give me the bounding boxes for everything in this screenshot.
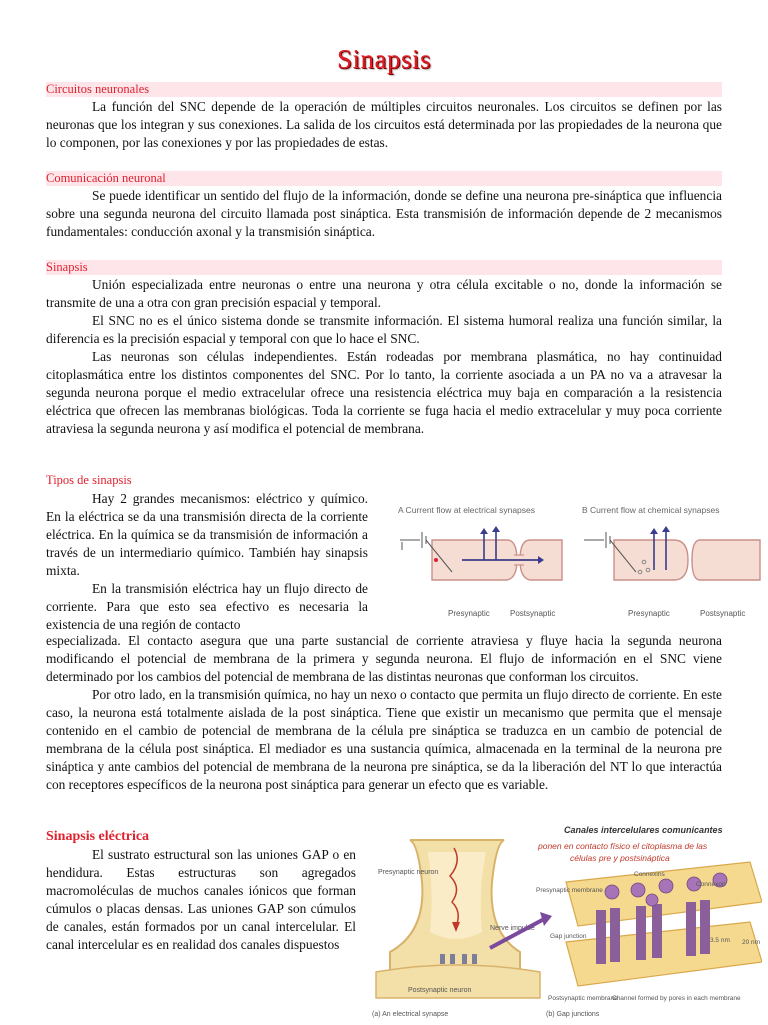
figure-label-b: B Current flow at chemical synapses	[582, 505, 720, 515]
fig2-subtitle-1: ponen en contacto físico el citoplasma de las	[538, 841, 708, 851]
label-connexon: Connexon	[696, 881, 726, 888]
heading-comunicacion: Comunicación neuronal	[46, 171, 722, 186]
label-postsynaptic-neuron: Postsynaptic neuron	[408, 987, 472, 994]
label-presynaptic-neuron: Presynaptic neuron	[378, 869, 439, 876]
paragraph: Las neuronas son células independientes. Están rodeadas por membrana plasmática, no hay continuidad citoplasmática entre los distintos componentes del SNC. Por lo tanto, la corriente asociada a un PA no va a atravesar la segunda neurona porque el medio extracelular ofrece una resistencia eléctrica muy baja en comparación a la resistencia eléctrica que ofrecen las membranas biológicas. Toda la corriente se fuga hacia el medio extracelular y muy poca corriente atraviesa la segunda neurona y así modifica el potencial de membrana.	[46, 349, 722, 436]
paragraph: La función del SNC depende de la operación de múltiples circuitos neuronales. Los circuitos se definen por las neuronas que los integran y sus conexiones. La salida de los circuitos está determinada por las propiedades de la neurona que lo componen, por las conexiones y por las propiedades de estas.	[46, 99, 722, 150]
para-comunicacion	[46, 187, 722, 241]
paragraph: Por otro lado, en la transmisión química, no hay un nexo o contacto que permita un flujo directo de corriente. En este caso, la neurona está totalmente aislada de la post sináptica. Tiene que existir un mecanismo que permita que el mensaje contenido en el cambio de potencial de membrana de la célula pre sináptica se traduzca en un cambio de potencial de membrana de la célula post sináptica. El mediador es una sustancia química, almacenada en la terminal de la neurona pre sináptica y ante cambios del potencial de membrana de la neurona pre sináptica, se da la liberación del NT lo que interactúa con receptores específicos de la neurona post sináptica para generar un efecto que es variable.	[46, 687, 722, 792]
label-presynaptic-a: Presynaptic	[448, 609, 490, 618]
caption-gap-junctions: (b) Gap junctions	[546, 1011, 600, 1018]
paragraph: El SNC no es el único sistema donde se transmite información. El sistema humoral realiza una función similar, la diferencia es la precisión espacial y temporal con que lo hace el SNC.	[46, 313, 722, 346]
paragraph: Hay 2 grandes mecanismos: eléctrico y químico. En la eléctrica se da una transmisión directa de la corriente eléctrica. En la química se da transmisión de información a través de un intermediario químico. También hay sinapsis mixta.	[46, 491, 368, 578]
label-20-nm: 20 nm	[742, 939, 761, 946]
paragraph: Unión especializada entre neuronas o entre una neurona y otra célula excitable o no, donde la información se transmite de una a otra con gran precisión espacial y temporal.	[46, 277, 722, 310]
chemical-synapse-diagram	[584, 526, 760, 618]
paragraph: El sustrato estructural son las uniones GAP o en hendidura. Estas estructuras son agregados macromoléculas de muchos canales iónicos que forman cúmulos o placas densas. Las uniones GAP son cúmulos de canales, están formados por un canal intercelular. El canal intercelular es en realidad dos canales dispuestos	[46, 847, 356, 952]
caption-electrical-synapse: (a) An electrical synapse	[372, 1011, 449, 1018]
heading-sinapsis: Sinapsis	[46, 260, 722, 275]
label-postsynaptic-a: Postsynaptic	[510, 609, 556, 618]
heading-sinapsis-electrica: Sinapsis eléctrica	[46, 829, 150, 844]
label-nerve-impulse: Nerve impulse	[490, 925, 535, 932]
label-presynaptic-b: Presynaptic	[628, 609, 670, 618]
para-electrica	[46, 846, 356, 954]
para-tipos-wide	[46, 632, 722, 794]
electrical-synapse-illustration	[372, 840, 552, 1018]
paragraph: especializada. El contacto asegura que una parte sustancial de corriente atraviesa y fluye hacia la segunda neurona modificando el potencial de membrana de la primera y segunda neurona. El flujo de información en el SNC viene determinado por los cambios del potencial de membrana de las distintas neuronas que conforman los circuitos.	[46, 633, 722, 684]
figure-gap-junctions	[370, 822, 762, 1020]
label-channel: Channel formed by pores in each membrane	[612, 995, 741, 1002]
gap-junction-illustration	[536, 862, 762, 1018]
para-sinapsis	[46, 276, 722, 438]
para-tipos-narrow	[46, 490, 368, 634]
heading-circuitos: Circuitos neuronales	[46, 82, 722, 97]
label-3-5-nm: 3.5 nm	[710, 937, 730, 944]
electrical-synapse-diagram	[400, 526, 562, 618]
paragraph: Se puede identificar un sentido del flujo de la información, donde se define una neurona pre-sináptica que influencia sobre una segunda neurona del circuito llamada post sináptica. Esta transmisión de información depende de 2 mecanismos fundamentales: conducción axonal y la transmisión sináptica.	[46, 188, 722, 239]
label-postsynaptic-membrane: Postsynaptic membrane	[548, 995, 618, 1002]
figure-label-a: A Current flow at electrical synapses	[398, 505, 536, 515]
para-circuitos	[46, 98, 722, 152]
label-presynaptic-membrane: Presynaptic membrane	[536, 887, 603, 894]
figure-current-flow	[392, 500, 762, 624]
page-title: Sinapsis	[336, 44, 432, 74]
label-postsynaptic-b: Postsynaptic	[700, 609, 746, 618]
heading-tipos: Tipos de sinapsis	[46, 473, 132, 487]
paragraph: En la transmisión eléctrica hay un flujo directo de corriente. Para que esto sea efectivo es necesaria la existencia de una región de contacto	[46, 581, 368, 632]
fig2-subtitle-2: células pre y postsináptica	[570, 853, 670, 863]
label-connexins: Connexins	[634, 871, 665, 878]
fig2-title: Canales intercelulares comunicantes	[564, 825, 723, 835]
label-gap-junction: Gap junction	[550, 933, 587, 940]
